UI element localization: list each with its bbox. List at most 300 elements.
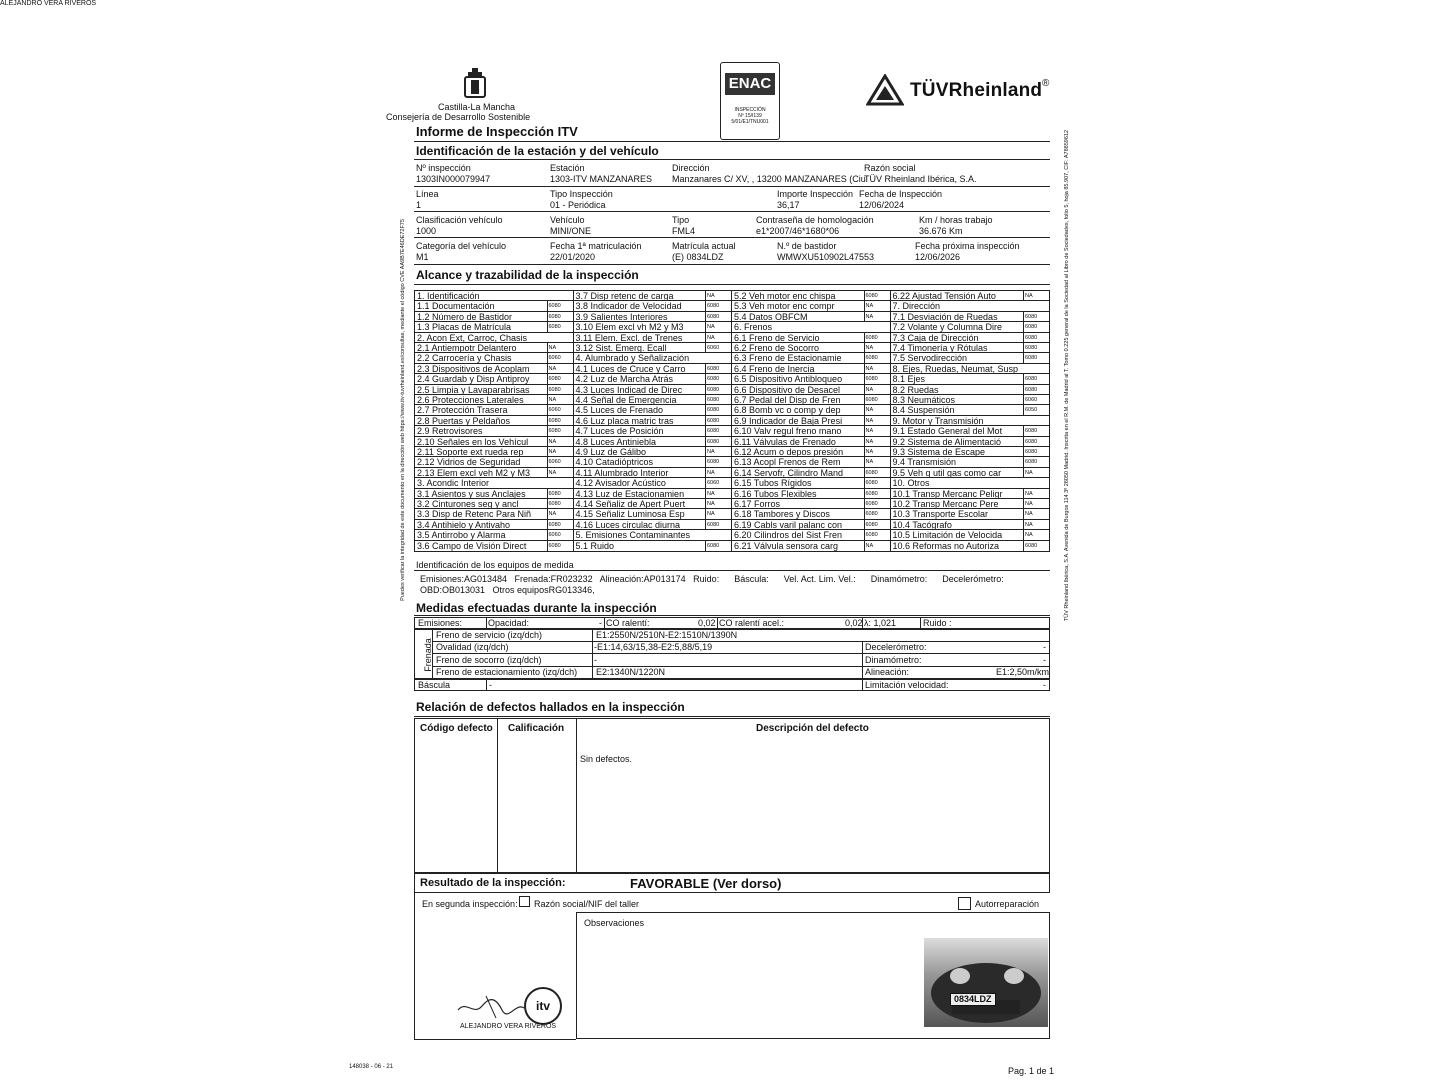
alcance-item (574, 541, 733, 551)
alcance-item-label: 1. Identificación (417, 291, 480, 301)
alcance-item (415, 489, 574, 499)
limitacion-velocidad-value: - (1043, 680, 1046, 690)
alcance-item-label: 6.14 Servofr, Cilindro Mand (734, 467, 844, 478)
alcance-item-label: 7.2 Volante y Columna Dire (892, 322, 1003, 332)
alcance-item-label: 1.1 Documentación (417, 301, 495, 311)
alcance-item-result: 6060 (547, 530, 573, 539)
id-label-categoria: Categoría del vehículo (416, 241, 507, 251)
alcance-item-label: 4.12 Avisador Acústico (575, 478, 666, 488)
alcance-item-label: 4.9 Luz de Gálibo (575, 446, 647, 457)
alcance-item-label: 10.2 Transp Mercanc Pere (892, 498, 999, 509)
alcance-item-result: 6080 (547, 499, 573, 508)
id-label-homologacion: Contraseña de homologación (756, 215, 874, 225)
alcance-item-label: 9. Motor y Transmisión (892, 415, 984, 426)
alcance-item (574, 343, 733, 353)
freno-estacionamiento-value: E2:1340N/1220N (596, 667, 666, 677)
alcance-item-label: 3.12 Sist. Emerg. Ecall (575, 342, 667, 353)
id-label-matricula: Matrícula actual (672, 241, 736, 251)
id-value-homologacion: e1*2007/46*1680*06 (756, 226, 840, 236)
alcance-item-label: 2.1 Antiempotr Delantero (417, 342, 517, 353)
alcance-item-label: 10.5 Limitación de Velocida (892, 530, 1003, 540)
alcance-item-label: 4.6 Luz placa matric tras (575, 415, 674, 426)
alcance-item-result: 6080 (547, 301, 573, 310)
alcance-item (415, 520, 574, 530)
alcance-item-result: NA (705, 499, 731, 508)
alcance-item-result: NA (705, 509, 731, 518)
alcance-item-result: 6080 (705, 426, 731, 435)
alcance-item-label: 6.12 Acum o depos presión (734, 446, 844, 457)
alcance-item-result: 6080 (1023, 385, 1049, 394)
alcance-item (732, 447, 891, 457)
alcance-item-label: 10.1 Transp Mercanc Peligr (892, 488, 1003, 498)
tuv-logo-text: TÜVRheinland (910, 80, 1043, 101)
alcance-item-label: 7.4 Timonería y Rótulas (892, 342, 988, 353)
alcance-item-label: 4.7 Luces de Posición (575, 426, 664, 436)
alcance-item-result: 6080 (1023, 457, 1049, 466)
id-label-km: Km / horas trabajo (919, 215, 993, 225)
ruido-label: Ruido : (923, 618, 952, 628)
alcance-item (574, 322, 733, 332)
alcance-item-result: NA (864, 312, 890, 321)
id-value-n-inspeccion: 1303IN000079947 (416, 174, 491, 184)
alcance-item-label: 4.10 Catadióptricos (575, 457, 654, 467)
page-title: Informe de Inspección ITV (416, 124, 578, 139)
alcance-item (891, 489, 1050, 499)
id-value-bastidor: WMWXU510902L47553 (777, 252, 875, 262)
co-ralenti-label: CO ralentí: (606, 618, 650, 628)
id-value-fecha-inspeccion: 12/06/2024 (859, 200, 905, 210)
alcance-item-label: 3.6 Campo de Visión Direct (417, 540, 527, 551)
alcance-item-result: NA (864, 301, 890, 310)
alcance-item-result: 6080 (1023, 437, 1049, 446)
alcance-item (891, 478, 1050, 488)
id-label-proxima-inspeccion: Fecha próxima inspección (915, 241, 1020, 251)
razon-social-taller-label: Razón social/NIF del taller (534, 899, 640, 909)
alcance-item (415, 499, 574, 509)
limitacion-velocidad-label: Limitación velocidad: (865, 680, 949, 690)
alcance-item-label: 6.10 Valv regul freno mano (734, 426, 842, 436)
alcance-item-result: 6080 (547, 426, 573, 435)
alcance-item (574, 385, 733, 395)
alcance-item-label: 3.3 Disp de Retenc Para Niñ (417, 509, 532, 519)
medidas-title: Medidas efectuadas durante la inspección (416, 601, 657, 615)
alcance-item-result: NA (864, 541, 890, 551)
alcance-item-label: 10.3 Transporte Escolar (892, 509, 989, 519)
alcance-item-label: 2.3 Dispositivos de Acoplam (417, 363, 530, 374)
alcance-item-label: 2.12 Vidrios de Seguridad (417, 457, 521, 467)
alcance-item-label: 6.19 Cabls varil palanc con (734, 519, 843, 530)
alcance-item (415, 447, 574, 457)
alcance-item-result: 6060 (547, 405, 573, 414)
alcance-item (415, 457, 574, 467)
alcance-item (891, 499, 1050, 509)
alcance-item (415, 322, 574, 332)
alcance-item-result: NA (1023, 291, 1049, 300)
enac-logo-text: ENAC (725, 73, 775, 95)
alcance-item (732, 437, 891, 447)
id-label-estacion: Estación (550, 163, 585, 173)
alcance-item-label: 6.21 Válvula sensora carg (734, 540, 839, 551)
ovalidad-label: Ovalidad (izq/dch) (436, 642, 509, 652)
alcance-item-result: 6060 (705, 343, 731, 352)
alcance-item (732, 520, 891, 530)
id-value-razon-social: TÜV Rheinland Ibérica, S.A. (864, 174, 977, 184)
tuv-registered: ® (1042, 78, 1050, 89)
id-label-n-inspeccion: Nº inspección (416, 163, 471, 173)
alcance-item (415, 374, 574, 384)
equipos-line-2: OBD:OB013031 Otros equiposRG013346, (420, 585, 595, 595)
alcance-item-label: 6.1 Freno de Servicio (734, 332, 820, 342)
id-label-tipo-inspeccion: Tipo Inspección (550, 189, 613, 199)
alcance-item-result: 6080 (1023, 447, 1049, 456)
alcance-item-result: 6080 (864, 374, 890, 383)
alcance-item (891, 322, 1050, 332)
alcance-item-label: 6.18 Tambores y Discos (734, 509, 830, 519)
alcance-item-label: 6.7 Pedal del Disp de Fren (734, 394, 841, 405)
bascula-value: - (489, 680, 492, 690)
sidebar-left-verification: Puedes verificar la integridad de este documento en la dirección web https://www.itv-tuvrheinland.es/consultas, mediante el código CVE AA9B7E46DE72F75 (400, 219, 406, 601)
alcance-item-result: 6080 (705, 520, 731, 529)
id-value-matricula: (E) 0834LDZ (672, 252, 724, 262)
alcance-item-result: 6080 (705, 437, 731, 446)
decelerometro-label: Decelerómetro: (865, 642, 927, 652)
alcance-item-label: 3.9 Salientes Interiores (575, 311, 668, 322)
alcance-item-result: NA (1023, 509, 1049, 518)
alcance-item-label: 3.7 Disp retenc de carga (575, 291, 674, 301)
alcance-item-result: 6080 (705, 541, 731, 551)
alcance-item-label: 4.11 Alumbrado Interior (575, 467, 669, 478)
alcance-item (574, 333, 733, 343)
enac-logo (720, 62, 780, 140)
alcance-item-label: 4.15 Señaliz Luminosa Esp (575, 509, 685, 519)
alcance-item-label: 9.2 Sistema de Alimentació (892, 436, 1002, 446)
alcance-item (574, 301, 733, 311)
alcance-item-label: 3.10 Elem excl vh M2 y M3 (575, 322, 684, 332)
firma-name: ALEJANDRO VERA RIVEROS (0, 0, 97, 7)
alcance-item-label: 6.22 Ajustad Tensión Auto (892, 291, 996, 301)
alcance-item (574, 291, 733, 301)
alcance-item-label: 2. Acon Ext, Carroc, Chasis (417, 332, 528, 342)
alcance-item-result: NA (864, 416, 890, 425)
alcance-item (574, 416, 733, 426)
org-dept: Consejería de Desarrollo Sostenible (386, 112, 531, 122)
alcance-item (415, 530, 574, 540)
alcance-item-label: 6.20 Cilindros del Sist Fren (734, 530, 843, 540)
autorreparacion-checkbox[interactable] (958, 897, 971, 910)
alcance-item-label: 3. Acondic Interior (417, 478, 490, 488)
license-plate: 0834LDZ (950, 993, 996, 1006)
alcance-item (574, 478, 733, 488)
alcance-item (891, 312, 1050, 322)
alcance-item (415, 301, 574, 311)
sidebar-right-legal: TÜV Rheinland Ibérica, S.A. Avenida de Burgos 114 3º 28050 Madrid. Inscrita en el R.M. de Madrid al T. Tomo 0.225 general de la Sociedad al Libro de Sociedades, folio 5, hoja 85.907, CIF: A78859612 (1064, 130, 1070, 622)
dinamometro-value: - (1043, 655, 1046, 665)
alcance-item-result: 6080 (864, 489, 890, 498)
alcance-item-result: NA (864, 457, 890, 466)
car-icon (924, 938, 1048, 1027)
alcance-item-label: 4.4 Señal de Emergencia (575, 394, 677, 405)
alcance-item (732, 322, 891, 332)
decelerometro-value: - (1043, 642, 1046, 652)
freno-servicio-label: Freno de servicio (izq/dch) (436, 630, 543, 640)
alcance-item-result: 6080 (864, 499, 890, 508)
alcance-item (891, 468, 1050, 478)
alcance-item-result: 6080 (705, 385, 731, 394)
id-label-tipo: Tipo (672, 215, 690, 225)
segunda-inspeccion-label: En segunda inspección: (422, 899, 518, 909)
alcance-item-label: 7. Dirección (892, 301, 941, 311)
alcance-item-result: 6080 (547, 520, 573, 529)
id-value-vehiculo: MINI/ONE (550, 226, 592, 236)
alcance-item-result: 6080 (547, 312, 573, 321)
alcance-item (732, 457, 891, 467)
alcance-item (574, 374, 733, 384)
resultado-label: Resultado de la inspección: (420, 877, 566, 889)
alcance-item (732, 530, 891, 540)
alcance-item (732, 291, 891, 301)
alcance-item-label: 8.4 Suspensión (892, 405, 955, 415)
alcance-item-label: 6.2 Freno de Socorro (734, 342, 820, 353)
alcance-item-result: NA (1023, 530, 1049, 539)
id-label-bastidor: N.º de bastidor (777, 241, 837, 251)
alcance-item-label: 4. Alumbrado y Señalización (575, 353, 690, 363)
alcance-item-result: NA (864, 405, 890, 414)
alcance-item (732, 468, 891, 478)
alcance-item-result: 6080 (547, 489, 573, 498)
dinamometro-label: Dinamómetro: (865, 655, 922, 665)
id-label-fecha-inspeccion: Fecha de Inspección (859, 189, 943, 199)
alcance-item-result: 6080 (705, 364, 731, 373)
defectos-content: Sin defectos. (580, 754, 633, 764)
alcance-item (732, 405, 891, 415)
autorreparacion-label: Autorreparación (975, 899, 1040, 909)
alcance-item-label: 9.1 Estado General del Mot (892, 426, 1003, 436)
id-value-clasificacion: 1000 (416, 226, 437, 236)
frenada-label: Frenada (423, 638, 433, 672)
alcance-item-result: NA (705, 291, 731, 300)
alcance-item-result: 6080 (1023, 312, 1049, 321)
alcance-item (415, 509, 574, 519)
alcance-item-label: 3.5 Antirrobo y Alarma (417, 530, 506, 540)
alcance-item (574, 489, 733, 499)
alcance-item (574, 395, 733, 405)
alcance-item-result: 6080 (864, 353, 890, 362)
firma-name-display: ALEJANDRO VERA RIVEROS (460, 1023, 557, 1030)
alcance-item-result: 6080 (1023, 541, 1049, 551)
alcance-item (732, 509, 891, 519)
alcance-item-result: NA (705, 447, 731, 456)
segunda-inspeccion-checkbox[interactable] (519, 896, 530, 907)
alcance-item (891, 385, 1050, 395)
alcance-item-label: 4.16 Luces circulac diurna (575, 519, 681, 530)
alcance-item-label: 6.17 Forros (734, 498, 781, 509)
alcance-item (415, 333, 574, 343)
alcance-item-result: 6080 (1023, 374, 1049, 383)
alcance-item-result: NA (547, 509, 573, 518)
alcance-item (732, 353, 891, 363)
emisiones-label: Emisiones: (418, 618, 463, 628)
alcance-item-label: 6.5 Dispositivo Antibloqueo (734, 374, 843, 384)
alcance-item (574, 426, 733, 436)
alcance-item (891, 426, 1050, 436)
id-label-importe: Importe Inspección (777, 189, 854, 199)
alcance-item-label: 2.7 Protección Trasera (417, 405, 508, 415)
alcance-item-label: 4.8 Luces Antiniebla (575, 436, 657, 446)
alcance-item (891, 364, 1050, 374)
resultado-value: FAVORABLE (Ver dorso) (630, 876, 782, 891)
alcance-item-result: NA (705, 333, 731, 342)
alcance-item-label: 6.3 Freno de Estacionamie (734, 353, 842, 363)
alcance-item (732, 333, 891, 343)
alcance-item-label: 8. Ejes, Ruedas, Neumat, Susp (892, 363, 1019, 374)
alcance-item-label: 10. Otros (892, 478, 930, 488)
tuv-logo (866, 74, 1056, 106)
alcance-item-result: 6080 (1023, 343, 1049, 352)
id-value-km: 36.676 Km (919, 226, 963, 236)
vehicle-photo (924, 938, 1048, 1027)
alcance-item-result: 6080 (864, 468, 890, 477)
alcance-item-result: NA (547, 343, 573, 352)
alcance-item (415, 426, 574, 436)
freno-servicio-value: E1:2550N/2510N-E2:1510N/1390N (596, 630, 738, 640)
alcance-item-result: NA (547, 468, 573, 477)
alcance-item-result: 6050 (1023, 405, 1049, 414)
alcance-item-label: 4.13 Luz de Estacionamien (575, 488, 685, 498)
id-value-linea: 1 (416, 200, 422, 210)
alcance-item-result: NA (547, 437, 573, 446)
alcance-item-result: 6060 (547, 353, 573, 362)
itv-stamp (524, 987, 562, 1025)
alcance-item-result: NA (864, 426, 890, 435)
alcance-item-result: 6080 (864, 395, 890, 404)
alcance-item-label: 2.13 Elem excl veh M2 y M3 (417, 467, 531, 478)
alcance-item-result: 6060 (547, 457, 573, 466)
alcance-item-result: NA (547, 364, 573, 373)
alcance-item-label: 7.1 Desviación de Ruedas (892, 311, 998, 322)
alcance-item (574, 499, 733, 509)
alcance-item (732, 489, 891, 499)
alcance-item (891, 395, 1050, 405)
alcance-item-result: NA (864, 447, 890, 456)
alcance-item-label: 6. Frenos (734, 322, 773, 332)
crest-icon (455, 68, 495, 100)
alcance-item-result: NA (1023, 468, 1049, 477)
col-codigo-defecto: Código defecto (420, 723, 493, 734)
id-value-categoria: M1 (416, 252, 429, 262)
alcance-item-label: 2.5 Limpia y Lavaparabrisas (417, 384, 530, 394)
alcance-item-label: 6.6 Dispositivo de Desacel (734, 384, 841, 394)
alcance-item (574, 509, 733, 519)
alcance-item-label: 10.4 Tacógrafo (892, 519, 952, 530)
equipos-title: Identificación de los equipos de medida (416, 560, 574, 570)
alcance-item-result: NA (547, 447, 573, 456)
enac-line-2: Nº 15/I139 (738, 113, 762, 119)
org-name: Castilla-La Mancha (438, 102, 516, 112)
alcance-item-label: 4.3 Luces Indicad de Direc (575, 384, 683, 394)
enac-line-1: INSPECCIÓN (734, 107, 766, 113)
alcance-item (415, 416, 574, 426)
alcance-item-label: 8.3 Neumáticos (892, 394, 956, 405)
alcance-item (574, 468, 733, 478)
alcance-item (891, 541, 1050, 551)
alcance-item (415, 478, 574, 488)
id-label-fecha-matriculacion: Fecha 1ª matriculación (550, 241, 642, 251)
bascula-label: Báscula (418, 680, 451, 690)
alcance-item-label: 7.5 Servodirección (892, 353, 968, 363)
alcance-item-label: 5.1 Ruido (575, 540, 615, 551)
id-value-estacion: 1303-ITV MANZANARES (550, 174, 653, 184)
co-ralenti-value: 0,02 (698, 618, 716, 628)
equipos-line-1: Emisiones:AG013484 Frenada:FR023232 Alineación:AP013174 Ruido: Báscula: Vel. Act. Lim. Vel.: Dinamómetro: Decelerómetro: (420, 574, 1004, 584)
alcance-item-result: 6080 (547, 322, 573, 331)
alcance-item-result: 6060 (705, 478, 731, 487)
co-acel-label: CO ralentí acel.: (719, 618, 785, 628)
alcance-item-label: 7.3 Caja de Dirección (892, 332, 979, 342)
alcance-item (574, 437, 733, 447)
alcance-item-label: 6.8 Bomb vc o comp y dep (734, 405, 841, 415)
id-value-proxima-inspeccion: 12/06/2026 (915, 252, 961, 262)
alcance-item-label: 8.2 Ruedas (892, 384, 939, 394)
id-label-clasificacion: Clasificación vehículo (416, 215, 503, 225)
alcance-item-label: 4.14 Señaliz de Apert Puert (575, 498, 686, 509)
ovalidad-value: -E1:14,63/15,38-E2:5,88/5,19 (594, 642, 713, 652)
alcance-item-result: 6080 (547, 416, 573, 425)
alcance-item-label: 2.11 Soporte ext rueda rep (417, 446, 524, 457)
alcance-item-result: NA (1023, 499, 1049, 508)
freno-socorro-value: - (594, 655, 597, 665)
id-value-direccion: Manzanares C/ XV, , 13200 MANZANARES (Ciu (672, 174, 866, 184)
alcance-item (415, 291, 574, 301)
alcance-item-result: 6080 (1023, 353, 1049, 362)
footer-page: Pag. 1 de 1 (1008, 1066, 1055, 1076)
alcance-item (415, 343, 574, 353)
alcance-item-label: 6.13 Acopl Frenos de Rem (734, 457, 841, 467)
alcance-item (574, 520, 733, 530)
tuv-triangle-icon (866, 74, 904, 106)
col-descripcion: Descripción del defecto (756, 723, 869, 734)
alcance-item (891, 291, 1050, 301)
alcance-item (891, 301, 1050, 311)
alcance-item-label: 1.2 Número de Bastidor (417, 311, 513, 322)
alcance-item (891, 437, 1050, 447)
alcance-item (732, 301, 891, 311)
opacidad-value: - (599, 618, 602, 628)
alcance-item (891, 530, 1050, 540)
footer-code: 148038 - 06 - 21 (349, 1064, 394, 1070)
opacidad-label: Opacidad: (488, 618, 530, 628)
itv-stamp-text: itv (535, 999, 550, 1013)
alcance-title: Alcance y trazabilidad de la inspección (416, 268, 639, 282)
alcance-item-label: 6.9 Indicador de Baja Presi (734, 415, 843, 426)
alcance-item (574, 457, 733, 467)
alcance-item (891, 447, 1050, 457)
alcance-item-result: 6080 (705, 312, 731, 321)
alcance-item-label: 9.4 Transmisión (892, 457, 957, 467)
alcance-item-result: NA (1023, 489, 1049, 498)
alcance-item (574, 353, 733, 363)
alcance-item (415, 541, 574, 551)
id-label-linea: Línea (416, 189, 439, 199)
alcance-item-label: 9.5 Veh q util gas como car (892, 467, 1002, 478)
freno-estacionamiento-label: Freno de estacionamiento (izq/dch) (436, 667, 578, 677)
alcance-item (891, 405, 1050, 415)
alcance-item (732, 478, 891, 488)
alcance-item-result: 6080 (864, 520, 890, 529)
defectos-title: Relación de defectos hallados en la inspección (416, 700, 685, 714)
alcance-item-label: 3.2 Cinturones seg y ancl (417, 498, 519, 509)
alcance-item-result: 6080 (864, 530, 890, 539)
alcance-item-label: 2.6 Protecciones Laterales (417, 394, 524, 405)
